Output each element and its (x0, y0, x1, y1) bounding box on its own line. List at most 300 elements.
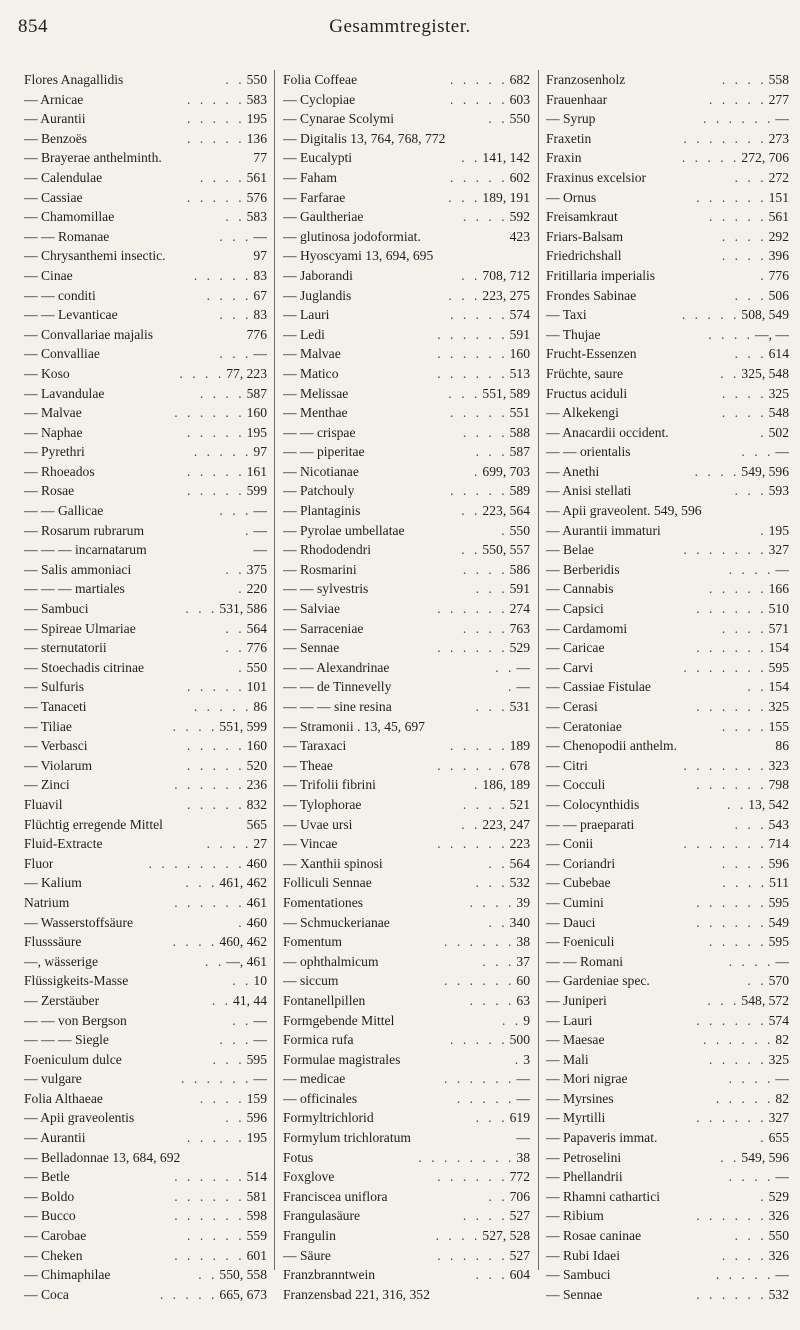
leader-dots: . . . (734, 1228, 767, 1244)
index-term: Formyltrichlorid (283, 1110, 374, 1126)
index-term: Fotus (283, 1149, 314, 1165)
leader-dots: . . . . . (187, 483, 245, 499)
page-reference: 325 (768, 699, 789, 714)
leader-dots: . . . . . (187, 1130, 245, 1146)
index-entry (283, 129, 530, 149)
index-entry (24, 148, 267, 168)
page-reference: — (253, 228, 267, 244)
page-reference: 189, 191 (482, 189, 530, 205)
index-entry (283, 736, 530, 756)
index-entry (24, 521, 267, 541)
index-entry (283, 70, 530, 90)
index-term: — Boldo (24, 1188, 75, 1204)
index-term: — Xanthii spinosi (283, 855, 383, 871)
page-reference: 223, 564 (482, 503, 530, 519)
index-term: — Syrup (546, 111, 596, 127)
index-term: — Phellandrii (546, 1169, 623, 1185)
leader-dots: . . . . (708, 326, 754, 342)
page-reference: 327 (768, 542, 789, 558)
leader-dots: . . . . . (709, 934, 767, 950)
index-entry (24, 913, 267, 933)
index-term: Fraxinus excelsior (546, 169, 647, 185)
index-entry (546, 1128, 789, 1148)
leader-dots: . . . . . (450, 72, 508, 87)
leader-dots: . . . . . (187, 679, 245, 695)
index-term: Franzensbad 221, 316, 352 (283, 1286, 430, 1302)
index-entry (546, 1285, 789, 1305)
page-reference: 586 (509, 561, 530, 577)
page-reference: 550, 558 (219, 1267, 267, 1283)
leader-dots: . . . . . . (444, 1071, 515, 1087)
leader-dots: . . . . . . (696, 640, 767, 656)
index-entry (283, 90, 530, 110)
leader-dots: . . . . (728, 561, 774, 577)
page-reference: 604 (509, 1267, 530, 1283)
index-term: — Sarraceniae (283, 620, 364, 636)
index-entry (283, 227, 530, 247)
index-term: Folia Althaeae (24, 1090, 103, 1106)
leader-dots: . . . . (469, 894, 515, 910)
leader-dots: . . . . . . (174, 894, 245, 910)
index-entry (24, 384, 267, 404)
leader-dots: . (760, 424, 767, 440)
leader-dots: . . . (448, 189, 481, 205)
leader-dots: . . . . (172, 718, 218, 734)
index-term: — Melissae (283, 385, 349, 401)
leader-dots: . (514, 1051, 522, 1067)
leader-dots: . . (225, 561, 245, 577)
page-reference: 511 (769, 875, 789, 891)
index-entry (24, 325, 267, 345)
index-entry (546, 364, 789, 384)
index-entry (24, 697, 267, 717)
index-term: — Convalliae (24, 346, 100, 362)
page-reference: 460 (246, 914, 267, 930)
index-entry (546, 795, 789, 815)
page-reference: 13, 542 (748, 796, 789, 812)
index-column-3 (546, 70, 789, 1302)
leader-dots: . . . . (722, 875, 768, 891)
leader-dots: . . (495, 659, 515, 675)
leader-dots: . . (461, 503, 481, 519)
page-reference: — (516, 659, 530, 675)
index-entry (546, 1148, 789, 1168)
leader-dots: . . . . . (187, 424, 245, 440)
index-entry (24, 109, 267, 129)
leader-dots: . . . . . . (174, 777, 245, 793)
page-reference: 565 (246, 816, 267, 832)
index-entry (24, 403, 267, 423)
index-entry (283, 266, 530, 286)
leader-dots: . . . . (462, 424, 508, 440)
leader-dots: . . . . . . (696, 699, 767, 714)
index-term: — Coca (24, 1286, 69, 1302)
leader-dots: . . . . . (450, 483, 508, 499)
leader-dots: . . . . . . (181, 1071, 252, 1087)
leader-dots: . . . (475, 1110, 508, 1126)
index-entry (546, 815, 789, 835)
index-term: — — von Bergson (24, 1012, 127, 1028)
index-term: Flusssäure (24, 934, 82, 950)
index-term: — Stramonii . 13, 45, 697 (283, 718, 425, 734)
running-title: Gesammtregister. (329, 16, 471, 37)
index-entry (546, 384, 789, 404)
page-reference: — (775, 1071, 789, 1087)
column-divider (274, 70, 275, 1270)
leader-dots: . . . . (462, 620, 508, 636)
index-entry (24, 227, 267, 247)
page-reference: — (775, 111, 789, 127)
index-entry (283, 1226, 530, 1246)
index-entry (546, 1226, 789, 1246)
page-reference: 189 (509, 738, 530, 754)
index-entry (546, 1030, 789, 1050)
index-entry (283, 286, 530, 306)
leader-dots: . . . (185, 601, 218, 617)
index-term: — Pyrolae umbellatae (283, 522, 405, 538)
leader-dots: . . . . . . (444, 934, 515, 950)
index-term: — — Romanae (24, 228, 110, 244)
index-entry (24, 1167, 267, 1187)
leader-dots: . . . . . . . (683, 542, 767, 558)
index-entry (24, 286, 267, 306)
index-entry (24, 501, 267, 521)
page-reference: 529 (509, 640, 530, 656)
index-entry (546, 971, 789, 991)
leader-dots: . . (502, 1012, 522, 1028)
index-term: — Capsici (546, 601, 604, 617)
page-reference: 595 (768, 934, 789, 950)
leader-dots: . . (488, 855, 508, 871)
leader-dots: . . . . (694, 463, 740, 479)
page-reference: 274 (509, 601, 530, 617)
leader-dots: . . . (219, 346, 252, 362)
page-reference: 151 (768, 189, 789, 205)
index-term: — — Romani (546, 953, 624, 969)
page-reference: 159 (246, 1090, 267, 1106)
page-reference: 548 (768, 405, 789, 421)
leader-dots: . . . (734, 287, 767, 303)
leader-dots: . . . . . . (437, 346, 508, 362)
page-reference: 10 (253, 973, 267, 989)
page-reference: — (775, 444, 789, 460)
index-term: — Rhododendri (283, 542, 371, 558)
index-entry (546, 246, 789, 266)
index-entry (546, 168, 789, 188)
index-term: — Uvae ursi (283, 816, 353, 832)
index-entry (546, 501, 789, 521)
index-term: — Vincae (283, 836, 338, 852)
index-term: — Alkekengi (546, 405, 619, 421)
page-reference: 561 (246, 169, 267, 185)
page-reference: 166 (768, 581, 789, 597)
index-entry (546, 109, 789, 129)
page-reference: 506 (768, 287, 789, 303)
index-term: — Mori nigrae (546, 1071, 628, 1087)
index-entry (546, 834, 789, 854)
index-term: — Rosae caninae (546, 1228, 642, 1244)
index-entry (283, 1265, 530, 1285)
index-entry (24, 834, 267, 854)
index-term: Friars-Balsam (546, 228, 624, 244)
leader-dots: . . . . (721, 718, 767, 734)
index-term: — Rosmarini (283, 561, 357, 577)
index-entry (546, 873, 789, 893)
leader-dots: . . (232, 1012, 252, 1028)
index-term: Formulae magistrales (283, 1051, 401, 1067)
page-reference: 574 (768, 1012, 789, 1028)
index-term: — Taraxaci (283, 738, 347, 754)
page-reference: 776 (768, 267, 789, 283)
index-term: — Säure (283, 1247, 331, 1263)
index-term: — Citri (546, 757, 588, 773)
index-term: — Wasserstoffsäure (24, 914, 134, 930)
leader-dots: . . . (734, 483, 767, 499)
leader-dots: . . (488, 1188, 508, 1204)
index-term: Fraxin (546, 150, 582, 166)
index-term: — Cubebae (546, 875, 611, 891)
index-term: Fritillaria imperialis (546, 267, 656, 283)
leader-dots: . . . (475, 699, 508, 714)
index-entry (283, 913, 530, 933)
index-entry (24, 599, 267, 619)
index-entry (546, 188, 789, 208)
index-term: — Zerstäuber (24, 992, 100, 1008)
index-term: Freisamkraut (546, 209, 618, 225)
page-reference: — (775, 561, 789, 577)
leader-dots: . . . . . . (437, 601, 508, 617)
page-reference: 532 (509, 875, 530, 891)
index-term: Friedrichshall (546, 248, 622, 264)
leader-dots: . . . . (721, 855, 767, 871)
page-reference: 583 (246, 209, 267, 225)
index-entry (24, 70, 267, 90)
index-entry (283, 148, 530, 168)
page-reference: 558 (768, 72, 789, 87)
index-entry (283, 246, 530, 266)
index-entry (283, 756, 530, 776)
page-reference: — (516, 1071, 530, 1087)
leader-dots: . . . (219, 1032, 252, 1048)
page-reference: 706 (509, 1188, 530, 1204)
index-entry (24, 991, 267, 1011)
page-reference: 708, 712 (482, 267, 530, 283)
page-reference: 510 (768, 601, 789, 617)
page-reference: 186, 189 (482, 777, 530, 793)
index-entry (283, 971, 530, 991)
index-term: — Coriandri (546, 855, 616, 871)
page-reference: 614 (768, 346, 789, 362)
index-entry (24, 932, 267, 952)
index-term: Formica rufa (283, 1032, 354, 1048)
leader-dots: . . . . . (187, 91, 245, 107)
leader-dots: . . . (475, 875, 508, 891)
index-term: — Lauri (283, 307, 330, 323)
page-reference: 603 (509, 91, 530, 107)
index-entry (283, 344, 530, 364)
leader-dots: . . . . (206, 287, 252, 303)
index-term: — — sylvestris (283, 581, 369, 597)
index-term: — officinales (283, 1090, 358, 1106)
page-reference: 549, 596 (741, 463, 789, 479)
index-term: — Cyclopiae (283, 91, 356, 107)
page-reference: 532 (768, 1286, 789, 1302)
page-reference: 461 (246, 894, 267, 910)
index-term: Formylum trichloratum (283, 1130, 411, 1146)
index-term: — Chenopodii anthelm. (546, 738, 678, 754)
page-reference: 396 (768, 248, 789, 264)
page-reference: 155 (768, 718, 789, 734)
leader-dots: . . . . . (709, 1051, 767, 1067)
index-term: — — orientalis (546, 444, 631, 460)
page-reference: 589 (509, 483, 530, 499)
index-entry (283, 815, 530, 835)
page-reference: 588 (509, 424, 530, 440)
page-reference: 564 (246, 620, 267, 636)
index-term: Foeniculum dulce (24, 1051, 122, 1067)
index-term: — Juglandis (283, 287, 352, 303)
index-term: — Malvae (24, 405, 82, 421)
index-entry (546, 462, 789, 482)
page-reference: 531 (509, 699, 530, 714)
page-reference: 527, 528 (482, 1228, 530, 1244)
index-term: — Kalium (24, 875, 82, 891)
index-entry (24, 188, 267, 208)
index-term: Folia Coffeae (283, 72, 358, 87)
leader-dots: . . (747, 973, 767, 989)
leader-dots: . . . . . . (696, 1012, 767, 1028)
index-entry (24, 560, 267, 580)
index-term: — Jaborandi (283, 267, 353, 283)
index-term: — Eucalypti (283, 150, 353, 166)
leader-dots: . . . . (435, 1228, 481, 1244)
page-reference: 564 (509, 855, 530, 871)
page-reference: 327 (768, 1110, 789, 1126)
leader-dots: . . . . . (187, 130, 245, 146)
page-header (0, 16, 800, 46)
index-entry (283, 854, 530, 874)
index-entry (546, 1187, 789, 1207)
index-entry (546, 325, 789, 345)
leader-dots: . . . . (721, 620, 767, 636)
leader-dots: . . . (734, 816, 767, 832)
index-entry (24, 423, 267, 443)
leader-dots: . . . . (462, 796, 508, 812)
leader-dots: . . (205, 953, 225, 969)
index-entry (283, 560, 530, 580)
leader-dots: . (474, 463, 481, 479)
index-entry (546, 1108, 789, 1128)
index-entry (283, 305, 530, 325)
index-entry (546, 1246, 789, 1266)
index-entry (546, 619, 789, 639)
index-entry (283, 775, 530, 795)
index-term: — glutinosa jodoformiat. (283, 228, 421, 244)
index-term: — Colocynthidis (546, 796, 640, 812)
leader-dots: . . . . . (715, 1090, 774, 1106)
leader-dots: . (474, 777, 481, 793)
page-reference: 223, 247 (482, 816, 530, 832)
page-reference: 550, 557 (482, 542, 530, 558)
index-term: — siccum (283, 973, 339, 989)
leader-dots: . . . . . . (696, 914, 767, 930)
index-term: — medicae (283, 1071, 346, 1087)
index-entry (283, 619, 530, 639)
leader-dots: . . . (475, 1267, 508, 1283)
page-reference: 581 (246, 1188, 267, 1204)
leader-dots: . . . . . (450, 169, 508, 185)
index-term: Folliculi Sennae (283, 875, 372, 891)
leader-dots: . . . . . . . . (148, 855, 245, 871)
index-entry (546, 129, 789, 149)
leader-dots: . . . . . . (696, 894, 767, 910)
leader-dots: . . . (448, 385, 481, 401)
index-entry (24, 854, 267, 874)
index-term: — Cannabis (546, 581, 614, 597)
index-entry (283, 188, 530, 208)
index-entry (283, 697, 530, 717)
index-entry (24, 90, 267, 110)
leader-dots: . . . . . (450, 405, 508, 421)
index-term: Natrium (24, 894, 70, 910)
page-reference: 325 (768, 1051, 789, 1067)
index-term: — — praeparati (546, 816, 635, 832)
index-entry (24, 971, 267, 991)
leader-dots: . . . . . . (174, 1169, 245, 1185)
page-reference: 714 (768, 836, 789, 852)
index-term: Franzbranntwein (283, 1267, 376, 1283)
leader-dots: . . . . . . (174, 1188, 245, 1204)
leader-dots: . . . . . (450, 738, 508, 754)
index-entry (546, 344, 789, 364)
index-entry (24, 168, 267, 188)
index-term: — Cumini (546, 894, 604, 910)
leader-dots: . . . . . (450, 91, 508, 107)
page-reference: 97 (253, 444, 267, 460)
index-term: — Arnicae (24, 91, 84, 107)
page-reference: 325, 548 (741, 365, 789, 381)
leader-dots: . . . . . (187, 796, 245, 812)
index-entry (283, 1011, 530, 1031)
index-term: — Dauci (546, 914, 596, 930)
index-entry (24, 756, 267, 776)
page-reference: 574 (509, 307, 530, 323)
leader-dots: . . . . . (450, 307, 508, 323)
index-term: Frondes Sabinae (546, 287, 637, 303)
page-reference: 82 (775, 1090, 789, 1106)
page-reference: 323 (768, 757, 789, 773)
index-entry (24, 1187, 267, 1207)
page-reference: 63 (516, 992, 530, 1008)
index-entry (546, 756, 789, 776)
leader-dots: . (245, 522, 252, 538)
index-entry (546, 952, 789, 972)
leader-dots: . . (225, 209, 245, 225)
index-entry (24, 266, 267, 286)
page-reference: 550 (246, 72, 267, 87)
index-entry (546, 658, 789, 678)
index-entry (546, 148, 789, 168)
page-reference: 595 (768, 894, 789, 910)
page-reference: 591 (509, 326, 530, 342)
leader-dots: . . . . . (193, 444, 252, 460)
page-reference: 38 (516, 1149, 530, 1165)
index-entry (546, 775, 789, 795)
leader-dots: . . . . . (709, 581, 767, 597)
index-term: — Hyoscyami 13, 694, 695 (283, 248, 434, 264)
page-reference: 665, 673 (219, 1286, 267, 1302)
index-entry (546, 207, 789, 227)
